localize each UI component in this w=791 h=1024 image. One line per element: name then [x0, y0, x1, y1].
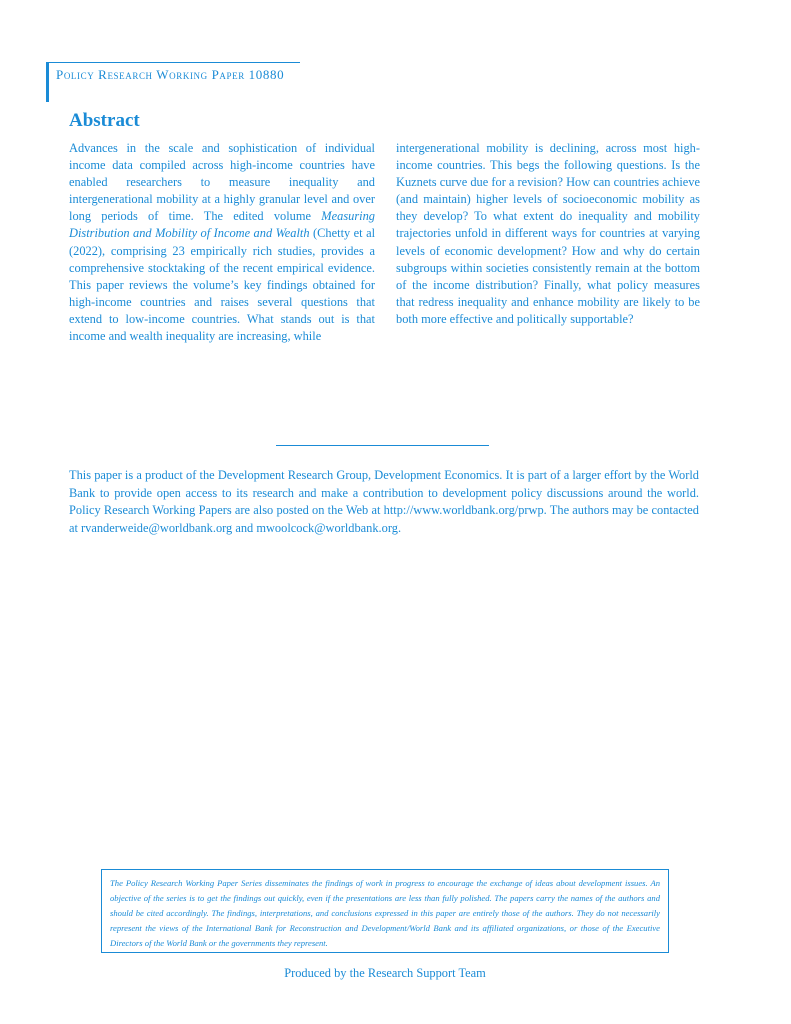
abstract-left-text-2: (Chetty et al (2022), comprising 23 empirically rich studies, provides a comprehensive stocktaking of the recent empirical evidence. This paper reviews the volume’s key findings obtained for high-income countries and raises several questions that extend to low-income countries. What stands out is that income and wealth inequality are increasing, while: [69, 226, 376, 344]
abstract-right-column: intergenerational mobility is declining, across most high-income countries. This begs the following questions. Is the Kuznets curve due for a revision? How can countries achieve (and maintain) higher levels of socioeconomic mobility as they develop? To what extent do inequality and mobility trajectories unfold in different ways for countries at varying levels of economic development? How and why do certain subgroups within societies consistently remain at the bottom of the income distribution? Finally, what policy measures that redress inequality and enhance mobility are likely to be both more effective and politically supportable?: [396, 141, 700, 326]
disclaimer-box: [101, 869, 669, 953]
header-rule-top: [48, 62, 300, 63]
footer-credit: Produced by the Research Support Team: [284, 966, 486, 980]
disclaimer-text: The Policy Research Working Paper Series disseminates the findings of work in progress to encourage the exchange of ideas about development issues. An objective of the series is to get the findings out quickly, even if the presentations are less than fully polished. The papers carry the names of the authors and should be cited accordingly. The findings, interpretations, and conclusions expressed in this paper are entirely those of the authors. They do not necessarily represent the views of the International Bank for Reconstruction and Development/World Bank and its affiliated organizations, or those of the Executive Directors of the World Bank or the governments they represent.: [110, 878, 660, 948]
abstract-heading: Abstract: [69, 110, 140, 131]
product-note: This paper is a product of the Development Research Group, Development Economics. It is part of a larger effort by the World Bank to provide open access to its research and make a contribution to development policy discussions around the world. Policy Research Working Papers are also posted on the Web at http://www.worldbank.org/prwp. The authors may be contacted at rvanderweide@worldbank.org and mwoolcock@worldbank.org.: [69, 468, 699, 535]
abstract-left-text-1: Advances in the scale and sophistication of individual income data compiled across high-income countries have enabled researchers to measure inequality and intergenerational mobility at a highly granular level and over long periods of time. The edited volume: [69, 141, 375, 224]
abstract-left-column: [69, 140, 375, 345]
section-divider: [276, 445, 489, 446]
abstract-book-title: Measuring Distribution and Mobility of Income and Wealth: [69, 209, 375, 241]
header-rule-left: [46, 62, 49, 102]
series-title: Policy Research Working Paper 10880: [56, 67, 285, 82]
